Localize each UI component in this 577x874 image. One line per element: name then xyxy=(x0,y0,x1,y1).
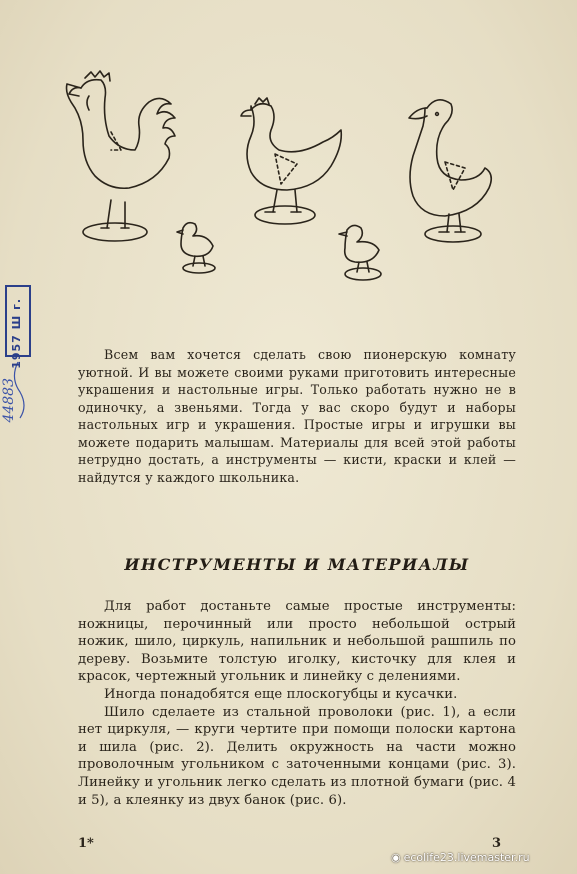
hen-figure xyxy=(241,98,341,224)
section-body xyxy=(78,598,516,809)
birds-illustration xyxy=(55,60,515,295)
rooster-figure xyxy=(67,71,176,241)
watermark-text: ecolife23.livemaster.ru xyxy=(403,851,530,864)
page-number: 3 xyxy=(492,836,502,851)
body-paragraph: Для работ достаньте самые простые инструменты: ножницы, перочинный или просто небольшой острый ножик, шило, циркуль, напильник и небольшой рашпиль по дереву. Возьмите толстую иголку, кисточку для клея и красок, чертежный угольник и линейку с делениями. xyxy=(78,599,516,685)
duckling-figure xyxy=(339,225,381,280)
goose-figure xyxy=(409,100,491,242)
camera-icon: ◉ xyxy=(391,851,401,864)
intro-paragraph: Всем вам хочется сделать свою пионерскую комнату уютной. И вы можете своими руками приготовить интересные украшения и настольные игры. Только работать нужно не в одиночку, а звеньями. Тогда у вас скоро будут и наборы настольных игр и украшения. Простые игры и игрушки вы можете подарить малышам. Материалы для всей этой работы нетрудно достать, а инструменты — кисти, краски и клей — найдутся у каждого школьника. xyxy=(78,347,516,485)
signature-mark: 1* xyxy=(78,836,94,851)
stamp-handwriting: 44883 xyxy=(1,378,17,423)
body-paragraph: Иногда понадобятся еще плоскогубцы и кусачки. xyxy=(104,686,458,702)
chick-figure-1 xyxy=(177,223,215,273)
stamp-text: 1957 Ш г. xyxy=(10,298,23,369)
watermark xyxy=(391,851,530,864)
section-heading: ИНСТРУМЕНТЫ И МАТЕРИАЛЫ xyxy=(124,555,470,574)
body-paragraph: Шило сделаете из стальной проволоки (рис. 1), а если нет циркуля, — круги чертите при помощи полоски картона и шила (рис. 2). Делить окружность на части можно проволочным угольником с заточенными концами (рис. 3). Линейку и угольник легко сделать из плотной бумаги (рис. 4 и 5), а клеянку из двух банок (рис. 6). xyxy=(78,704,516,808)
